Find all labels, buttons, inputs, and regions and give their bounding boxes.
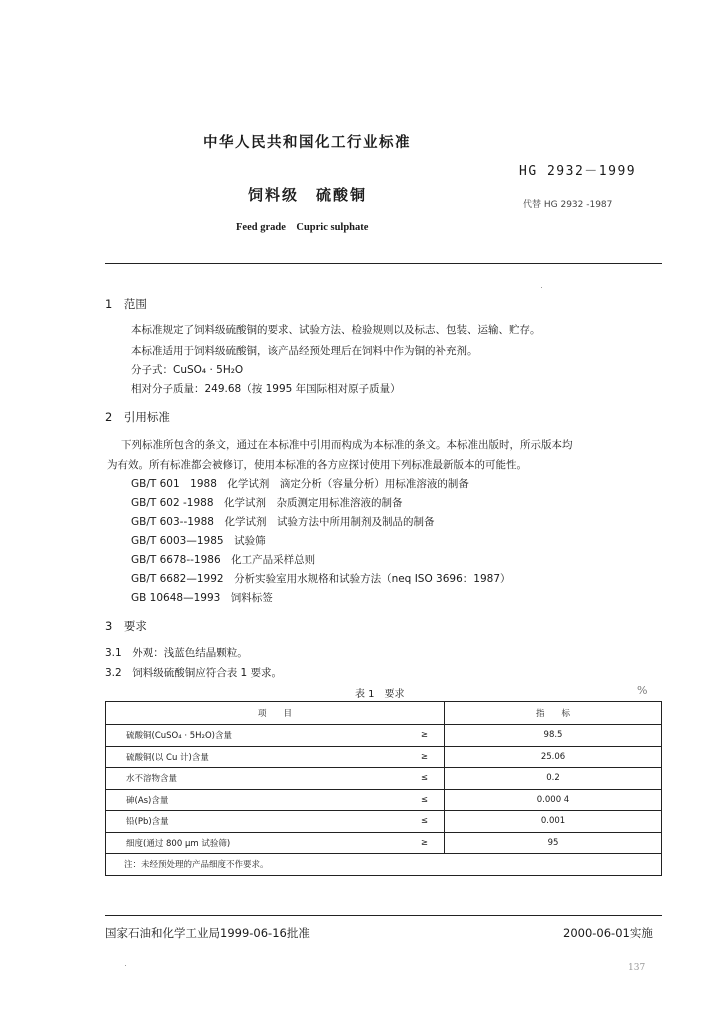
relation-cell: ≥ [388,746,445,768]
item-cell: 铅(Pb)含量 [106,811,389,833]
column-header-value: 指 标 [445,702,662,725]
table-unit-mark: % [637,684,648,697]
page-number: 137 [628,963,646,973]
value-cell: 25.06 [445,746,662,768]
table-row [106,725,662,747]
item-cell: 硫酸铜(CuSO₄ · 5H₂O)含量 [106,725,389,747]
item-cell: 细度(通过 800 μm 试验筛) [106,832,389,854]
scan-speck [125,965,126,966]
value-cell: 0.000 4 [445,789,662,811]
english-title: Feed grade Cupric sulphate [236,222,369,233]
relation-cell: ≥ [388,725,445,747]
item-cell: 硫酸铜(以 Cu 计)含量 [106,746,389,768]
value-cell: 0.001 [445,811,662,833]
item-cell: 水不溶物含量 [106,768,389,790]
replaces-standard: 代替 HG 2932 -1987 [523,200,613,210]
scope-line: 本标准适用于饲料级硫酸铜，该产品经预处理后在饲料中作为铜的补充剂。 [131,345,478,357]
item-cell: 砷(As)含量 [106,789,389,811]
relation-cell: ≥ [388,832,445,854]
references-paragraph-line: 为有效。所有标准都会被修订，使用本标准的各方应探讨使用下列标准最新版本的可能性。 [107,459,527,471]
reference-item: GB 10648—1993 饲料标签 [131,592,273,604]
footer-divider [105,915,662,916]
references-paragraph-line: 下列标准所包含的条文，通过在本标准中引用而构成为本标准的条文。本标准出版时，所示版本均 [121,439,573,451]
section-heading-requirements: 3 要求 [105,619,147,633]
requirements-table [105,701,662,876]
issue-date: 国家石油和化学工业局1999-06-16批准 [105,926,310,940]
implementation-date: 2000-06-01实施 [563,926,653,940]
reference-item: GB/T 602 -1988 化学试剂 杂质测定用标准溶液的制备 [131,497,403,509]
reference-item: GB/T 603--1988 化学试剂 试验方法中所用制剂及制品的制备 [131,516,435,528]
table-row [106,746,662,768]
scope-line: 本标准规定了饲料级硫酸铜的要求、试验方法、检验规则以及标志、包装、运输、贮存。 [131,324,541,336]
relation-cell: ≤ [388,789,445,811]
reference-item: GB/T 6682—1992 分析实验室用水规格和试验方法（neq ISO 3696：1987） [131,573,511,585]
document-title: 饲料级 硫酸铜 [248,186,368,204]
table-row [106,768,662,790]
relation-cell: ≤ [388,768,445,790]
reference-item: GB/T 6003—1985 试验筛 [131,535,266,547]
standard-number: HG 2932－1999 [519,164,637,179]
section-heading-references: 2 引用标准 [105,410,170,424]
requirement-appearance: 3.1 外观：浅蓝色结晶颗粒。 [105,647,248,659]
section-heading-scope: 1 范围 [105,297,147,311]
table-row [106,811,662,833]
table-row [106,832,662,854]
table-caption: 表 1 要求 [355,689,405,700]
requirement-table-ref: 3.2 饲料级硫酸铜应符合表 1 要求。 [105,667,283,679]
value-cell: 98.5 [445,725,662,747]
value-cell: 0.2 [445,768,662,790]
relation-cell: ≤ [388,811,445,833]
standard-title: 中华人民共和国化工行业标准 [203,135,411,151]
column-header-item: 项 目 [106,702,445,725]
value-cell: 95 [445,832,662,854]
molecular-mass-line: 相对分子质量：249.68（按 1995 年国际相对原子质量） [131,383,401,395]
formula-line: 分子式：CuSO₄ · 5H₂O [131,364,244,376]
table-note-row [106,854,662,876]
scan-speck [541,287,542,288]
header-divider [105,263,662,264]
reference-item: GB/T 6678--1986 化工产品采样总则 [131,554,316,566]
table-header-row [106,702,662,725]
table-row [106,789,662,811]
reference-item: GB/T 601 1988 化学试剂 滴定分析（容量分析）用标准溶液的制备 [131,478,469,490]
table-note: 注：未经预处理的产品细度不作要求。 [106,854,662,876]
